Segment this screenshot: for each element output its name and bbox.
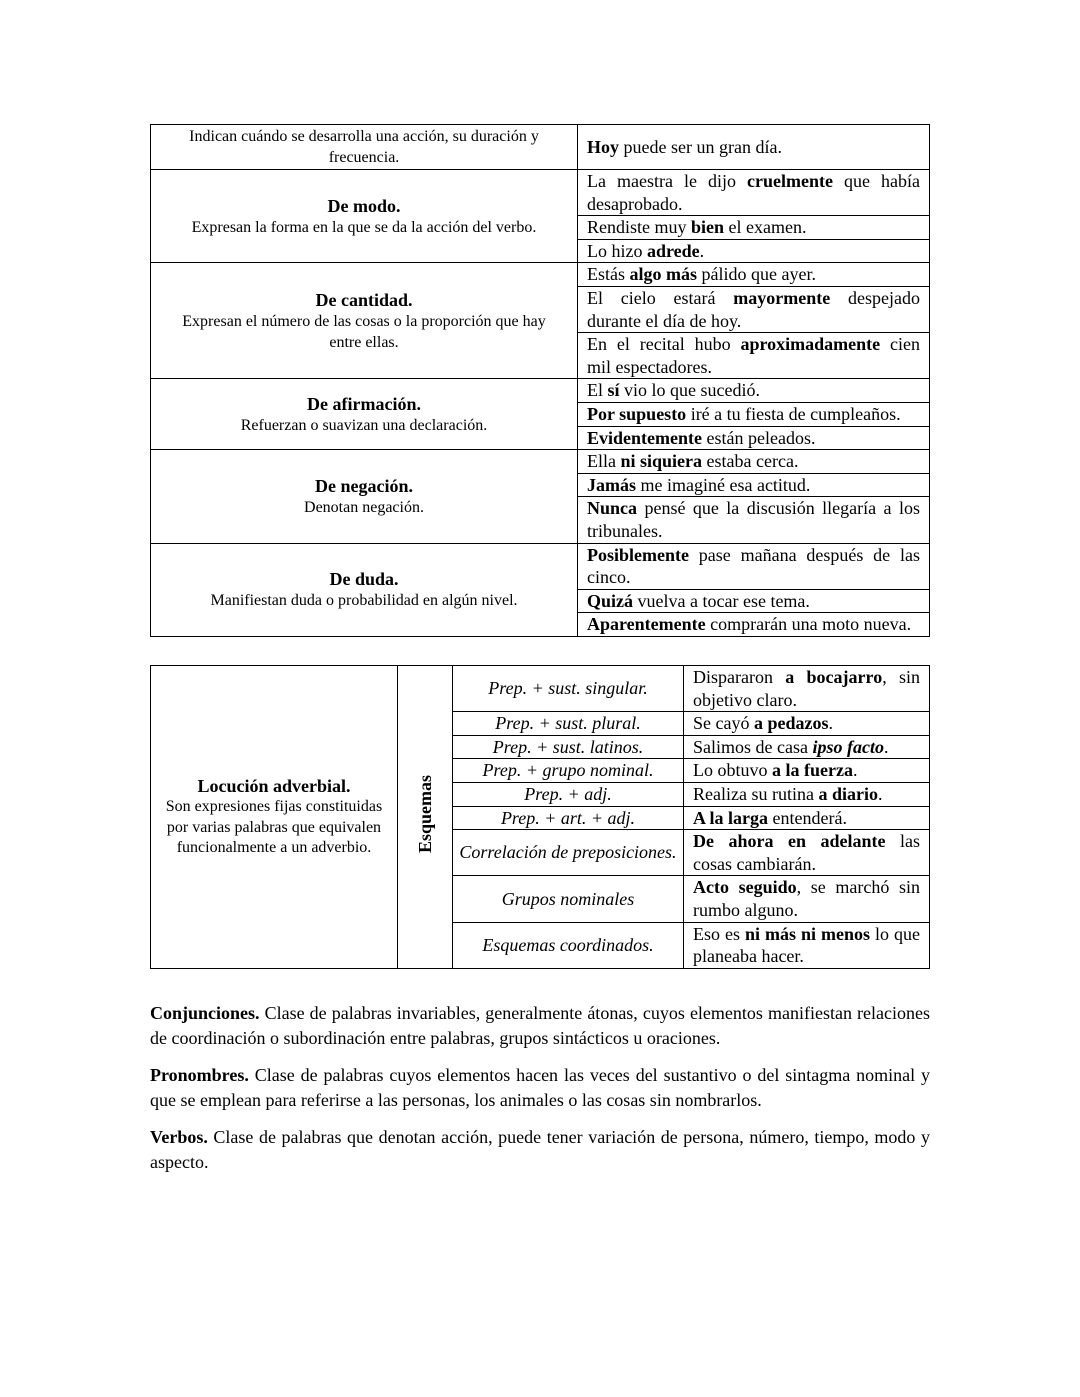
highlighted-term: adrede [647, 240, 700, 261]
example-sentence [578, 379, 930, 403]
table-row [151, 379, 930, 403]
highlighted-term: Jamás [587, 474, 636, 495]
highlighted-term: ni más ni menos [745, 923, 871, 944]
definition-text: Clase de palabras cuyos elementos hacen las veces del sustantivo o del sintagma nominal y que se emplean para referirse a las personas, los animales o las cosas sin nombrarlos. [150, 1065, 930, 1110]
example-sentence [578, 497, 930, 543]
example-text: vuelva a tocar ese tema. [633, 590, 810, 611]
example-text: Se cayó [693, 713, 754, 734]
definition-paragraph [150, 1063, 930, 1113]
example-sentence [684, 806, 930, 830]
highlighted-term: bien [691, 217, 725, 238]
highlighted-term: a diario [818, 783, 878, 804]
category-title: De modo. [327, 195, 401, 216]
table-row [151, 450, 930, 474]
example-text: La maestra le dijo [587, 171, 748, 191]
category-title: De afirmación. [307, 393, 421, 414]
highlighted-term: Nunca [587, 498, 638, 519]
highlighted-term: aproximadamente [740, 334, 881, 355]
example-text: . [883, 736, 889, 757]
example-text: Eso es [693, 923, 745, 944]
category-description: Manifiestan duda o probabilidad en algún nivel. [210, 592, 518, 610]
highlighted-term: Por supuesto [587, 403, 687, 424]
category-description: Denotan negación. [304, 498, 424, 516]
example-text: Lo hizo [587, 240, 647, 261]
example-text: comprarán una moto nueva. [705, 614, 912, 635]
example-sentence [578, 125, 930, 170]
example-text: El [587, 380, 608, 401]
adverbs-table [150, 124, 930, 637]
scheme-pattern: Prep. + sust. latinos. [453, 735, 684, 759]
scheme-pattern: Grupos nominales [453, 876, 684, 922]
example-sentence [578, 589, 930, 613]
example-text: Salimos de casa [693, 736, 813, 757]
example-text: , sin objetivo claro. [693, 667, 920, 710]
definition-paragraph [150, 1001, 930, 1051]
highlighted-term: mayormente [733, 287, 831, 308]
locution-description: Son expresiones fijas constituidas por varias palabras que equivalen funcionalmente a un adverbio. [165, 798, 383, 857]
example-text: . [699, 240, 705, 261]
adverb-category [151, 125, 578, 170]
example-text: . [877, 783, 883, 804]
example-text: vio lo que sucedió. [619, 380, 760, 401]
highlighted-term: a la fuerza [772, 760, 853, 781]
example-text: entenderá. [768, 807, 847, 828]
scheme-pattern: Esquemas coordinados. [453, 922, 684, 968]
example-sentence [684, 922, 930, 968]
example-text: Estás [587, 264, 630, 285]
example-text: iré a tu fiesta de cumpleaños. [686, 403, 901, 424]
example-text: estaba cerca. [702, 451, 799, 472]
example-text: Ella [587, 451, 621, 472]
example-sentence [684, 782, 930, 806]
scheme-pattern: Prep. + adj. [453, 782, 684, 806]
highlighted-term: algo más [629, 264, 697, 285]
category-title: De cantidad. [315, 289, 413, 310]
table-row [151, 263, 930, 287]
category-description: Indican cuándo se desarrolla una acción, su duración y frecuencia. [189, 128, 539, 166]
example-sentence [578, 543, 930, 589]
example-sentence [578, 286, 930, 332]
highlighted-term: ni siquiera [620, 451, 703, 472]
locution-category [151, 666, 398, 969]
example-text: las cosas cambiarán. [693, 831, 920, 874]
example-text: el examen. [724, 217, 807, 238]
example-sentence [578, 239, 930, 263]
highlighted-term: sí [607, 380, 620, 401]
example-sentence [684, 830, 930, 876]
adverb-category [151, 379, 578, 450]
example-text: El cielo estará [587, 287, 734, 308]
highlighted-term: Aparentemente [587, 614, 706, 635]
adverbial-locution-table [150, 665, 930, 969]
category-description: Expresan la forma en la que se da la acción del verbo. [191, 218, 537, 236]
example-text: . [852, 760, 858, 781]
locution-title: Locución adverbial. [197, 776, 351, 797]
definition-term: Pronombres. [150, 1065, 249, 1085]
highlighted-term: A la larga [693, 807, 768, 828]
highlighted-term: Quizá [587, 590, 634, 611]
example-text: que había desaprobado. [587, 171, 921, 214]
example-sentence [578, 613, 930, 637]
schemes-label: Esquemas [414, 775, 435, 854]
example-text: pálido que ayer. [697, 264, 816, 285]
definition-term: Verbos. [150, 1127, 208, 1147]
category-description: Expresan el número de las cosas o la proporción que hay entre ellas. [182, 312, 546, 351]
definition-text: Clase de palabras invariables, generalmente átonas, cuyos elementos manifiestan relaciones de coordinación o subordinación entre palabras, grupos sintácticos u oraciones. [150, 1003, 930, 1048]
example-sentence [578, 450, 930, 474]
example-text: puede ser un gran día. [619, 136, 782, 157]
example-text: , se marchó sin rumbo alguno. [693, 877, 921, 920]
adverb-category [151, 543, 578, 636]
highlighted-term: Evidentemente [587, 427, 702, 448]
example-text: . [828, 713, 833, 734]
scheme-pattern: Prep. + sust. singular. [453, 666, 684, 712]
table-row [151, 170, 930, 216]
example-text: En el recital hubo [587, 334, 741, 355]
example-text: pensé que la discusión llegaría a los tribunales. [587, 498, 920, 541]
adverb-category [151, 170, 578, 263]
definition-paragraph [150, 1125, 930, 1175]
table-row [151, 543, 930, 589]
example-sentence [684, 759, 930, 783]
highlighted-term: a pedazos [753, 713, 829, 734]
example-text: cien mil espectadores. [587, 334, 920, 377]
scheme-pattern: Prep. + grupo nominal. [453, 759, 684, 783]
table-row [151, 125, 930, 170]
highlighted-term: Acto seguido [693, 877, 797, 898]
example-text: Realiza su rutina [693, 783, 819, 804]
scheme-pattern: Correlación de preposiciones. [453, 830, 684, 876]
scheme-pattern: Prep. + art. + adj. [453, 806, 684, 830]
example-sentence [684, 712, 930, 736]
example-text: me imaginé esa actitud. [636, 474, 811, 495]
definitions [150, 1001, 930, 1187]
example-sentence [684, 735, 930, 759]
example-sentence [684, 666, 930, 712]
example-text: están peleados. [701, 427, 816, 448]
definition-term: Conjunciones. [150, 1003, 260, 1023]
adverb-category [151, 450, 578, 543]
example-sentence [578, 473, 930, 497]
example-sentence [684, 876, 930, 922]
highlighted-term: Hoy [587, 136, 620, 157]
example-sentence [578, 333, 930, 379]
example-sentence [578, 426, 930, 450]
example-sentence [578, 263, 930, 287]
example-text: lo que planeaba hacer. [693, 923, 920, 967]
schemes-column [398, 666, 453, 969]
example-text: Lo obtuvo [693, 760, 772, 781]
example-text: Rendiste muy [587, 217, 691, 238]
adverb-category [151, 263, 578, 379]
highlighted-term: a bocajarro [785, 667, 883, 687]
highlighted-term: Posiblemente [587, 544, 689, 565]
example-sentence [578, 216, 930, 240]
example-text: pase mañana después de las cinco. [587, 544, 920, 588]
example-sentence [578, 402, 930, 426]
highlighted-term: De ahora en adelante [693, 831, 886, 852]
highlighted-term: cruelmente [747, 171, 833, 191]
highlighted-term: ipso facto [812, 736, 884, 757]
category-title: De negación. [315, 475, 413, 496]
example-text: despejado durante el día de hoy. [587, 287, 920, 331]
example-sentence [578, 170, 930, 216]
scheme-pattern: Prep. + sust. plural. [453, 712, 684, 736]
category-title: De duda. [329, 569, 399, 590]
category-description: Refuerzan o suavizan una declaración. [240, 416, 488, 434]
definition-text: Clase de palabras que denotan acción, puede tener variación de persona, número, tiempo, modo y aspecto. [150, 1127, 930, 1172]
table-row [151, 666, 930, 712]
example-text: Dispararon [693, 667, 786, 687]
